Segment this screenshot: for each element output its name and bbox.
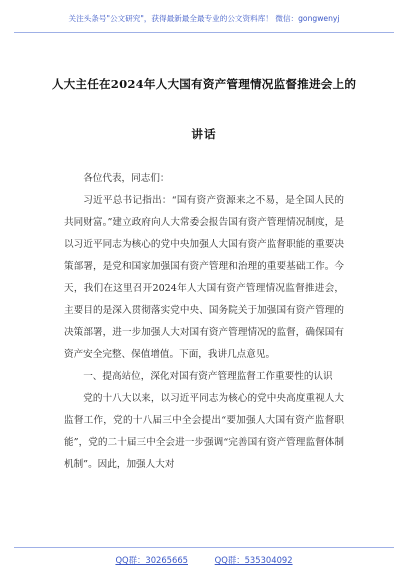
section-heading: 一、提高站位，深化对国有资产管理监督工作重要性的认识 [83,371,333,382]
body-paragraph: 习近平总书记指出：“国有资产资源来之不易，是全国人民的共同财富。”建立政府向人大常委会报告国有资产管理情况制度，是以习近平同志为核心的党中央加强人大国有资产监督职能的重要决策部署，是党和国家加强国有资产管理和治理的重要基础工作。今天，我们在这里召开2024年人大国有资产管理情况监督推进会，主要目的是深入贯彻落实党中央、国务院关于加强国有资产管理的决策部署，进一步加强人大对国有资产管理情况的监督，确保国有资产安全完整、保值增值。下面，我讲几点意见。 [64,195,344,360]
document-body [64,168,344,476]
qq-group-link-1[interactable]: QQ群：30265665 [115,555,188,565]
qq-group-link-2[interactable]: QQ群：535304092 [214,555,293,565]
header-notice: 关注头条号"公文研究"，获得最新最全最专业的公文资料库！ 微信：gongwenyj [68,14,340,23]
footer-contacts [0,554,408,566]
header-divider [14,32,394,33]
document-subtitle: 讲话 [191,127,217,141]
document-title: 人大主任在2024年人大国有资产管理情况监督推进会上的 [51,77,357,91]
body-paragraph: 党的十八大以来，以习近平同志为核心的党中央高度重视人大监督工作，党的十八届三中全会提出“要加强人大国有资产监督职能”，党的二十届三中全会进一步强调“完善国有资产管理监督体制机制”。因此，加强人大对 [64,393,344,470]
footer-divider [14,547,394,548]
salutation-paragraph: 各位代表，同志们： [83,173,170,184]
